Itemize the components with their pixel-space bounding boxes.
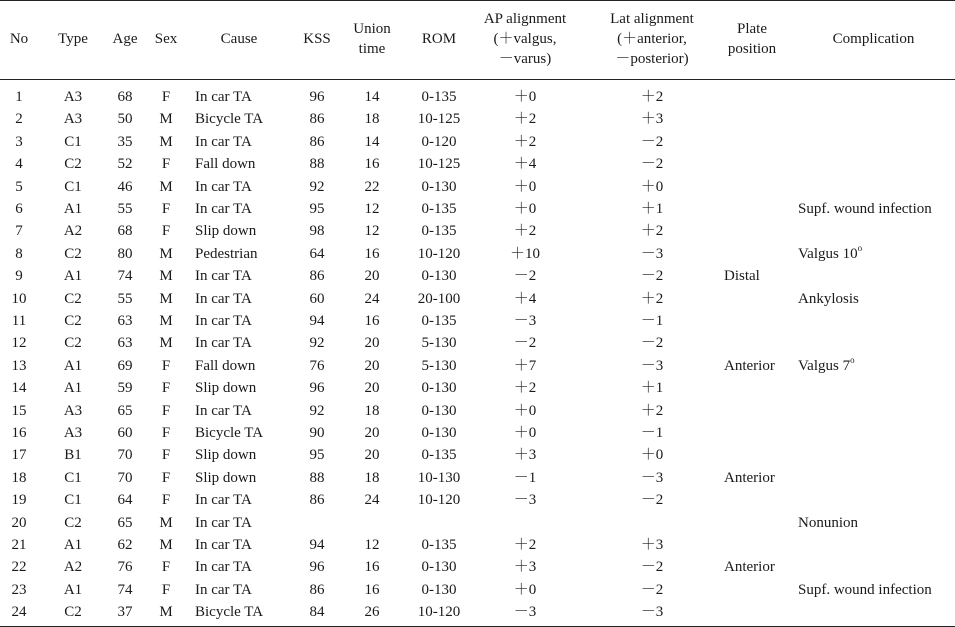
table-cell: 94 — [309, 313, 325, 329]
table-cell: A1 — [63, 357, 83, 374]
table-cell: 10-130 — [417, 469, 461, 486]
table-cell: A1 — [63, 201, 83, 217]
table-cell: 20 — [364, 447, 380, 464]
table-cell: 92 — [309, 402, 325, 419]
table-cell: 92 — [309, 178, 325, 195]
table-cell: ＋0 — [640, 447, 664, 464]
table-cell: 63 — [117, 313, 133, 329]
table-cell: In car TA — [195, 133, 252, 150]
table-cell: Valgus 10$^o$ — [798, 242, 863, 262]
table-cell: 86 — [309, 581, 325, 598]
table-cell: C2 — [64, 156, 82, 173]
header-line: Union — [353, 21, 391, 37]
table-cell: In car TA — [195, 492, 252, 509]
table-cell: 37 — [117, 604, 133, 621]
table-cell: 14 — [11, 380, 27, 397]
degree-mark: o — [850, 354, 855, 365]
table-cell: C2 — [64, 514, 82, 531]
table-cell: M — [159, 290, 173, 307]
table-cell: 12 — [364, 201, 380, 217]
table-cell: －3 — [640, 245, 664, 262]
table-cell: A2 — [63, 559, 83, 576]
table-cell: －2 — [640, 559, 664, 576]
table-cell: 12 — [364, 537, 380, 553]
column-header — [344, 19, 400, 59]
table-cell: 0-130 — [421, 268, 457, 285]
table-cell: 86 — [309, 111, 325, 128]
table-cell: 1 — [15, 89, 23, 105]
table-cell: In car TA — [195, 559, 252, 576]
table-cell: 64 — [117, 492, 133, 509]
table-cell: 18 — [364, 469, 380, 486]
table-cell: F — [161, 469, 171, 486]
header-line: ROM — [421, 31, 457, 47]
table-cell: M — [159, 133, 173, 150]
table-cell: ＋0 — [513, 201, 537, 217]
table-cell: In car TA — [195, 335, 252, 352]
table-cell: 0-135 — [421, 313, 457, 329]
header-line: Age — [112, 31, 138, 47]
table-cell: 24 — [364, 492, 380, 509]
column-header — [712, 19, 792, 59]
table-cell: 14 — [364, 89, 380, 105]
table-cell: 16 — [364, 156, 380, 173]
table-cell: ＋3 — [513, 559, 537, 576]
table-cell: 20 — [364, 425, 380, 441]
table-cell: A1 — [63, 537, 83, 553]
table-cell: 60 — [309, 290, 325, 307]
table-cell: 24 — [364, 290, 380, 307]
table-cell: Slip down — [195, 469, 257, 486]
table-cell: －1 — [640, 425, 664, 441]
table-cell: A1 — [63, 380, 83, 397]
table-cell: 2 — [15, 111, 23, 128]
table-cell: F — [161, 559, 171, 576]
table-cell: 12 — [11, 335, 27, 352]
table-cell: ＋2 — [640, 223, 664, 240]
table-cell: Bicycle TA — [195, 425, 264, 441]
table-cell: 68 — [117, 89, 133, 105]
column-header — [792, 29, 955, 49]
table-cell: 70 — [117, 469, 133, 486]
table-cell: Anterior — [724, 357, 775, 374]
table-cell: F — [161, 357, 171, 374]
header-line: －posterior) — [615, 51, 689, 67]
table-cell: 65 — [117, 514, 133, 531]
table-cell: Ankylosis — [798, 290, 859, 307]
table-cell: 10 — [11, 290, 27, 307]
table-cell: 76 — [117, 559, 133, 576]
table-cell: In car TA — [195, 514, 252, 531]
table-cell: 50 — [117, 111, 133, 128]
table-cell: 18 — [11, 469, 27, 486]
table-cell: F — [161, 492, 171, 509]
table-cell: 96 — [309, 380, 325, 397]
table-cell: Valgus 7$^o$ — [798, 354, 855, 374]
table-cell: 15 — [11, 402, 27, 419]
table-cell: 8 — [15, 245, 23, 262]
table-cell: ＋10 — [509, 245, 540, 262]
table-cell: 0-135 — [421, 223, 457, 240]
table-cell: 3 — [15, 133, 23, 150]
table-cell: 20 — [364, 380, 380, 397]
table-cell: ＋2 — [640, 402, 664, 419]
table-cell: ＋4 — [513, 156, 537, 173]
table-cell: Fall down — [195, 357, 256, 374]
header-line: position — [727, 41, 777, 57]
table-cell: 84 — [309, 604, 325, 621]
column-header — [0, 29, 38, 49]
table-cell: 0-135 — [421, 89, 457, 105]
table-cell: 86 — [309, 268, 325, 285]
table-cell: 0-130 — [421, 178, 457, 195]
table-cell: 80 — [117, 245, 133, 262]
table-cell: Slip down — [195, 380, 257, 397]
header-line: (＋anterior, — [617, 31, 687, 47]
table-cell: Anterior — [724, 559, 775, 576]
table-cell: ＋4 — [513, 290, 537, 307]
table-cell: 20 — [364, 335, 380, 352]
table-cell: F — [161, 156, 171, 173]
table-cell: 64 — [309, 245, 325, 262]
table-cell: 0-130 — [421, 581, 457, 598]
table-cell: －2 — [640, 156, 664, 173]
table-cell: 20 — [364, 357, 380, 374]
column-header — [296, 29, 338, 49]
table-cell: －3 — [513, 604, 537, 621]
table-cell: 68 — [117, 223, 133, 240]
table-cell: M — [159, 537, 173, 553]
header-line: (＋valgus, — [493, 31, 557, 47]
table-cell: F — [161, 447, 171, 464]
table-cell: M — [159, 313, 173, 329]
table-cell: 26 — [364, 604, 380, 621]
table-cell: 10-120 — [417, 604, 461, 621]
table-cell: ＋3 — [640, 537, 664, 553]
table-cell: 55 — [117, 201, 133, 217]
table-cell: F — [161, 402, 171, 419]
table-cell: A1 — [63, 581, 83, 598]
table-cell: Slip down — [195, 447, 257, 464]
column-header — [50, 29, 96, 49]
table-cell: F — [161, 223, 171, 240]
table-cell: 10-125 — [417, 111, 461, 128]
table-cell: Distal — [724, 268, 760, 285]
table-cell: 5 — [15, 178, 23, 195]
table-cell: －1 — [513, 469, 537, 486]
table-cell: 12 — [364, 223, 380, 240]
table-cell: In car TA — [195, 89, 252, 105]
table-cell: 0-135 — [421, 447, 457, 464]
table-cell: 70 — [117, 447, 133, 464]
table-cell: A3 — [63, 402, 83, 419]
table-cell: 98 — [309, 223, 325, 240]
table-cell: In car TA — [195, 581, 252, 598]
table-cell: 0-130 — [421, 559, 457, 576]
header-line: Sex — [154, 31, 178, 47]
table-cell: －3 — [640, 357, 664, 374]
table-cell: 11 — [11, 313, 27, 329]
table-cell: Supf. wound infection — [798, 581, 932, 598]
header-rule — [0, 79, 955, 80]
table-cell: ＋2 — [513, 133, 537, 150]
table-cell: 62 — [117, 537, 133, 553]
table-cell: 18 — [364, 402, 380, 419]
table-cell: B1 — [64, 447, 82, 464]
table-cell: M — [159, 178, 173, 195]
header-line: Lat alignment — [610, 11, 694, 27]
table-cell: ＋1 — [640, 380, 664, 397]
table-cell: ＋2 — [513, 380, 537, 397]
table-cell: C2 — [64, 335, 82, 352]
table-cell: －3 — [640, 604, 664, 621]
table-cell: 22 — [364, 178, 380, 195]
table-cell: －3 — [513, 492, 537, 509]
table-cell: 6 — [15, 201, 23, 217]
table-cell: Bicycle TA — [195, 604, 264, 621]
table-cell: 13 — [11, 357, 27, 374]
header-line: No — [9, 31, 29, 47]
table-cell: ＋0 — [640, 178, 664, 195]
table-cell: A3 — [63, 111, 83, 128]
table-cell: 76 — [309, 357, 325, 374]
table-cell: 20 — [364, 268, 380, 285]
table-cell: 9 — [15, 268, 23, 285]
table-cell: In car TA — [195, 268, 252, 285]
table-cell: In car TA — [195, 402, 252, 419]
table-cell: 95 — [309, 201, 325, 217]
table-cell: In car TA — [195, 178, 252, 195]
table-cell: ＋0 — [513, 89, 537, 105]
table-cell: C2 — [64, 290, 82, 307]
table-cell: F — [161, 380, 171, 397]
table-cell: Nonunion — [798, 514, 858, 531]
table-cell: C2 — [64, 313, 82, 329]
table-cell: 86 — [309, 492, 325, 509]
table-cell: Supf. wound infection — [798, 201, 932, 217]
table-cell: －2 — [640, 268, 664, 285]
header-line: KSS — [303, 31, 331, 47]
table-cell: 17 — [11, 447, 27, 464]
table-cell: Pedestrian — [195, 245, 258, 262]
table-cell: C1 — [64, 133, 82, 150]
table-cell: Fall down — [195, 156, 256, 173]
table-cell: －2 — [513, 268, 537, 285]
table-cell: 35 — [117, 133, 133, 150]
table-cell: 60 — [117, 425, 133, 441]
table-cell: －2 — [640, 133, 664, 150]
table-cell: 10-120 — [417, 245, 461, 262]
table-cell: 0-135 — [421, 201, 457, 217]
table-cell: 52 — [117, 156, 133, 173]
header-line: Cause — [220, 31, 258, 47]
table-cell: 20 — [11, 514, 27, 531]
header-line: Plate — [737, 21, 767, 37]
table-cell: 24 — [11, 604, 27, 621]
table-cell: 0-120 — [421, 133, 457, 150]
table-cell: M — [159, 604, 173, 621]
table-cell: 22 — [11, 559, 27, 576]
table-cell: 18 — [364, 111, 380, 128]
table-cell: M — [159, 111, 173, 128]
header-line: Type — [58, 31, 88, 47]
table-cell: ＋0 — [513, 425, 537, 441]
table-cell: －3 — [640, 469, 664, 486]
table-cell: 4 — [15, 156, 23, 173]
table-cell: －2 — [640, 335, 664, 352]
table-cell: A2 — [63, 223, 83, 240]
table-cell: ＋7 — [513, 357, 537, 374]
table-cell: 16 — [364, 581, 380, 598]
table-cell: 46 — [117, 178, 133, 195]
table-cell: M — [159, 335, 173, 352]
table-cell: －2 — [513, 335, 537, 352]
table-cell: A3 — [63, 89, 83, 105]
table-cell: 0-130 — [421, 425, 457, 441]
table-cell: 0-130 — [421, 402, 457, 419]
table-cell: 96 — [309, 89, 325, 105]
header-line: Complication — [832, 31, 915, 47]
table-cell: 74 — [117, 581, 133, 598]
table-cell: ＋0 — [513, 178, 537, 195]
column-header — [200, 29, 278, 49]
table-cell: ＋0 — [513, 402, 537, 419]
table-cell: 21 — [11, 537, 27, 553]
table-cell: ＋2 — [513, 223, 537, 240]
table-cell: ＋2 — [640, 89, 664, 105]
table-cell: 86 — [309, 133, 325, 150]
table-cell: ＋2 — [513, 111, 537, 128]
table-cell: 10-125 — [417, 156, 461, 173]
table-cell: 94 — [309, 537, 325, 553]
table-cell: 55 — [117, 290, 133, 307]
table-cell: 16 — [11, 425, 27, 441]
table-cell: C1 — [64, 492, 82, 509]
table-cell: 10-120 — [417, 492, 461, 509]
table-cell: 0-130 — [421, 380, 457, 397]
column-header — [586, 9, 718, 69]
table-cell: A3 — [63, 425, 83, 441]
table-cell: In car TA — [195, 313, 252, 329]
table-cell: In car TA — [195, 201, 252, 217]
header-line: －varus) — [498, 51, 552, 67]
table-cell: 69 — [117, 357, 133, 374]
table-cell: F — [161, 581, 171, 598]
table-cell: F — [161, 89, 171, 105]
table-cell: ＋1 — [640, 201, 664, 217]
table-cell: 0-135 — [421, 537, 457, 553]
table-cell: Anterior — [724, 469, 775, 486]
table-cell: 19 — [11, 492, 27, 509]
table-cell: －1 — [640, 313, 664, 329]
table-cell: 5-130 — [421, 357, 457, 374]
table-cell: C1 — [64, 469, 82, 486]
table-cell: 16 — [364, 313, 380, 329]
table-cell: 88 — [309, 156, 325, 173]
table-cell: ＋2 — [513, 537, 537, 553]
table-cell: －3 — [513, 313, 537, 329]
table-cell: M — [159, 245, 173, 262]
table-cell: 20-100 — [417, 290, 461, 307]
table-cell: 65 — [117, 402, 133, 419]
degree-mark: o — [857, 242, 863, 253]
top-rule — [0, 0, 955, 1]
column-header — [106, 29, 144, 49]
table-cell: 63 — [117, 335, 133, 352]
header-line: time — [358, 41, 386, 57]
table-cell: In car TA — [195, 290, 252, 307]
table-cell: 88 — [309, 469, 325, 486]
table-cell: A1 — [63, 268, 83, 285]
table-cell: 16 — [364, 245, 380, 262]
table-cell: 59 — [117, 380, 133, 397]
table-cell: 96 — [309, 559, 325, 576]
table-cell: M — [159, 514, 173, 531]
table-cell: －2 — [640, 581, 664, 598]
table-cell: F — [161, 425, 171, 441]
column-header — [148, 29, 184, 49]
table-cell: C1 — [64, 178, 82, 195]
column-header — [460, 9, 590, 69]
table-cell: 92 — [309, 335, 325, 352]
table-cell: C2 — [64, 245, 82, 262]
table-cell: M — [159, 268, 173, 285]
table-cell: 14 — [364, 133, 380, 150]
table-cell: C2 — [64, 604, 82, 621]
table-cell: ＋2 — [640, 290, 664, 307]
table-cell: ＋0 — [513, 581, 537, 598]
table-cell: Slip down — [195, 223, 257, 240]
table-cell: ＋3 — [640, 111, 664, 128]
table-cell: 7 — [15, 223, 23, 240]
table-cell: In car TA — [195, 537, 252, 553]
table-cell: 74 — [117, 268, 133, 285]
table-cell: 5-130 — [421, 335, 457, 352]
header-line: AP alignment — [483, 11, 567, 27]
table-cell: F — [161, 201, 171, 217]
table-cell: 23 — [11, 581, 27, 598]
table-cell: ＋3 — [513, 447, 537, 464]
table-cell: －2 — [640, 492, 664, 509]
table-cell: 95 — [309, 447, 325, 464]
table-cell: 16 — [364, 559, 380, 576]
table-cell: 90 — [309, 425, 325, 441]
table-cell: Bicycle TA — [195, 111, 264, 128]
